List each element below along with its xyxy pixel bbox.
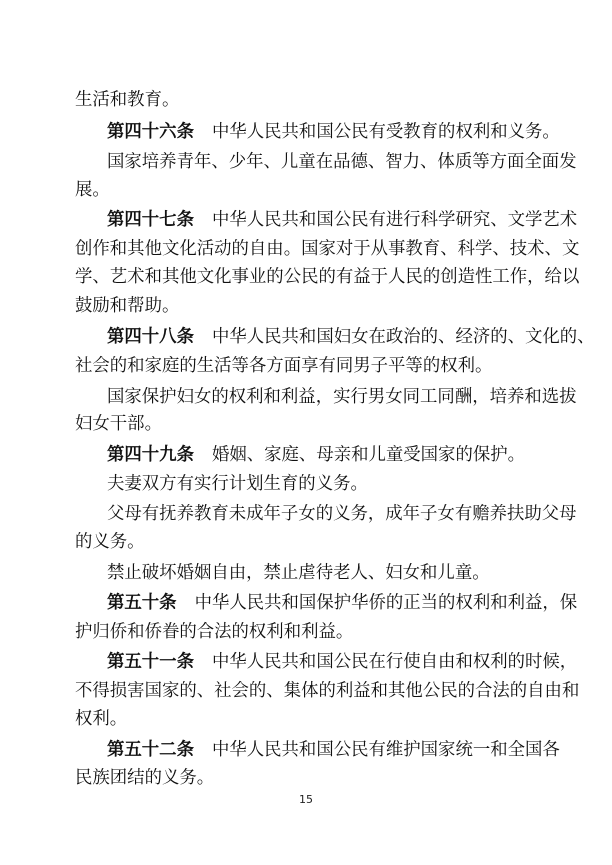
line-text: 夫妻双方有实行计划生育的义务。 bbox=[107, 474, 368, 494]
body-line bbox=[107, 385, 577, 409]
article-line bbox=[107, 120, 560, 144]
line-text: 民族团结的义务。 bbox=[75, 768, 215, 788]
line-text: 婚姻、家庭、母亲和儿童受国家的保护。 bbox=[211, 445, 526, 465]
article-line bbox=[107, 443, 537, 467]
line-text: 中华人民共和国保护华侨的正当的权利和利益，保 bbox=[194, 593, 578, 613]
body-line bbox=[75, 707, 537, 731]
article-heading: 第五十一条 bbox=[107, 652, 194, 672]
line-text: 权利。 bbox=[75, 709, 128, 729]
line-text: 创作和其他文化活动的自由。国家对于从事教育、科学、技术、文 bbox=[75, 239, 580, 259]
line-text: 中华人民共和国公民有进行科学研究、文学艺术 bbox=[211, 210, 578, 230]
line-text: 中华人民共和国公民有受教育的权利和义务。 bbox=[211, 122, 560, 142]
line-text: 社会的和家庭的生活等各方面享有同男子平等的权利。 bbox=[75, 356, 493, 376]
line-text: 中华人民共和国公民在行使自由和权利的时候， bbox=[211, 652, 578, 672]
line-text: 学、艺术和其他文化事业的公民的有益于人民的创造性工作，给以 bbox=[75, 267, 580, 287]
body-line bbox=[75, 766, 537, 790]
line-text: 父母有抚养教育未成年子女的义务，成年子女有赡养扶助父母 bbox=[107, 504, 577, 524]
article-heading: 第四十七条 bbox=[107, 210, 194, 230]
line-text: 妇女干部。 bbox=[75, 414, 162, 434]
article-heading: 第四十九条 bbox=[107, 445, 194, 465]
line-text: 鼓励和帮助。 bbox=[75, 296, 180, 316]
body-line bbox=[75, 237, 580, 261]
article-heading: 第四十八条 bbox=[107, 327, 194, 347]
body-line bbox=[75, 679, 580, 703]
line-text: 展。 bbox=[75, 180, 110, 200]
article-line bbox=[107, 738, 560, 762]
body-line bbox=[75, 265, 580, 289]
page-number: 15 bbox=[299, 793, 313, 806]
article-heading: 第四十六条 bbox=[107, 122, 194, 142]
body-line bbox=[75, 530, 537, 554]
body-line bbox=[75, 294, 537, 318]
article-line bbox=[107, 650, 578, 674]
body-line bbox=[75, 412, 537, 436]
line-text: 国家保护妇女的权利和利益，实行男女同工同酬，培养和选拔 bbox=[107, 387, 577, 407]
article-line bbox=[107, 591, 578, 615]
article-line bbox=[107, 325, 595, 349]
line-text: 护归侨和侨眷的合法的权利和利益。 bbox=[75, 622, 354, 642]
body-line bbox=[107, 472, 537, 496]
line-text: 生活和教育。 bbox=[75, 90, 180, 110]
body-line bbox=[75, 178, 537, 202]
body-line bbox=[107, 561, 537, 585]
body-line bbox=[107, 502, 577, 526]
article-line bbox=[107, 208, 578, 232]
line-text: 国家培养青年、少年、儿童在品德、智力、体质等方面全面发 bbox=[107, 152, 577, 172]
body-line bbox=[75, 354, 537, 378]
body-line bbox=[75, 620, 537, 644]
line-text: 的义务。 bbox=[75, 532, 145, 552]
article-heading: 第五十条 bbox=[107, 593, 177, 613]
line-text: 禁止破坏婚姻自由，禁止虐待老人、妇女和儿童。 bbox=[107, 563, 490, 583]
body-line bbox=[107, 150, 577, 174]
body-line bbox=[75, 88, 537, 112]
line-text: 中华人民共和国妇女在政治的、经济的、文化的、 bbox=[211, 327, 595, 347]
article-heading: 第五十二条 bbox=[107, 740, 194, 760]
line-text: 不得损害国家的、社会的、集体的利益和其他公民的合法的自由和 bbox=[75, 681, 580, 701]
line-text: 中华人民共和国公民有维护国家统一和全国各 bbox=[211, 740, 560, 760]
